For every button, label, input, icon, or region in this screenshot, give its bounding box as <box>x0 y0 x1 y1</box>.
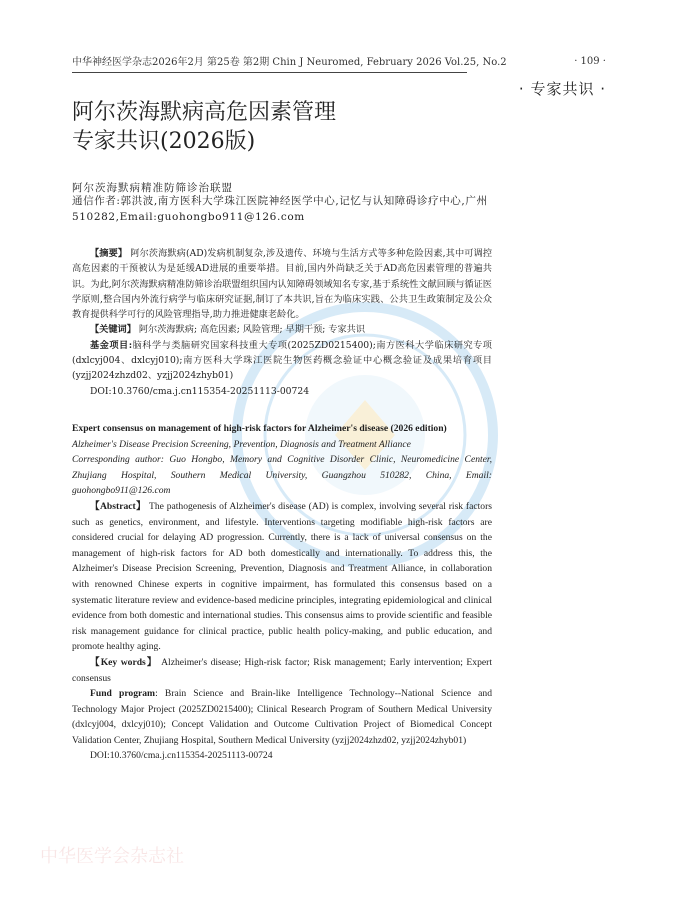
english-abstract <box>72 499 492 655</box>
english-title: Expert consensus on management of high-risk factors for Alzheimer's disease (2026 edition) <box>72 423 447 434</box>
english-keywords-label: 【Key words】 <box>90 656 158 668</box>
chinese-authors: 阿尔茨海默病精准防筛诊治联盟 <box>72 182 233 194</box>
english-abstract-label: 【Abstract】 <box>90 500 147 512</box>
chinese-fund <box>72 338 492 384</box>
english-keywords-text: Alzheimer's disease; High-risk factor; Risk management; Early intervention; Expert consensus <box>72 656 492 684</box>
english-fund-label: Fund program <box>90 688 156 700</box>
section-tag: · 专家共识 · <box>518 80 606 98</box>
chinese-abstract-label: 【摘要】 <box>90 248 128 259</box>
running-head: 中华神经医学杂志2026年2月 第25卷 第2期 Chin J Neuromed, February 2026 Vol.25, No.2 <box>72 57 507 68</box>
english-abstract-block <box>72 421 492 764</box>
chinese-keywords-text: 阿尔茨海默病; 高危因素; 风险管理; 早期干预; 专家共识 <box>138 324 366 336</box>
chinese-abstract-block <box>72 246 492 399</box>
chinese-keywords <box>72 322 492 337</box>
header-rule <box>72 72 467 73</box>
chinese-fund-label: 基金项目: <box>90 339 133 351</box>
english-authors: Alzheimer's Disease Precision Screening, Prevention, Diagnosis and Treatment Alliance <box>72 438 411 450</box>
english-doi: DOI:10.3760/cma.j.cn115354-20251113-00724 <box>90 750 273 762</box>
publisher-logo: 中华医学会杂志社 <box>40 846 184 867</box>
chinese-keywords-label: 【关键词】 <box>90 324 136 336</box>
chinese-abstract <box>72 246 492 322</box>
chinese-correspondence: 通信作者:郭洪波,南方医科大学珠江医院神经医学中心,记忆与认知障碍诊疗中心,广州 510282,Email:guohongbo911@126.com <box>72 195 488 223</box>
chinese-doi: DOI:10.3760/cma.j.cn115354-20251113-00724 <box>90 385 310 397</box>
english-abstract-text: The pathogenesis of Alzheimer's disease (AD) is complex, involving several risk factors such as genetics, environment, and lifestyle. Interventions targeting modifiable high-risk factors are considered crucial for delaying AD progression. Currently, there is a lack of universal consensus on the management of high-risk factors for AD both domestically and internationally. To address this, the Alzheimer's Disease Precision Screening, Prevention, Diagnosis and Treatment Alliance, in collaboration with renowned Chinese experts in cognitive impairment, has formulated this consensus based on a systematic literature review and evidence-based medicine principles, integrating epidemiological and clinical evidence from both domestic and international studies. This consensus aims to provide scientific and feasible risk management guidance for clinical practice, public health policy-making, and public education, and promote healthy aging. <box>72 500 493 653</box>
english-keywords <box>72 655 492 686</box>
article-title-line2: 专家共识(2026版) <box>72 129 256 154</box>
chinese-fund-text: 脑科学与类脑研究国家科技重大专项(2025ZD0215400);南方医科大学临床研究专项(dxlcyj004、dxlcyj010);南方医科大学珠江医院生物医药概念验证中心概念验证及成果培育项目(yzjj2024zhzd02、yzjj2024zhyb01) <box>72 339 492 382</box>
chinese-abstract-text: 阿尔茨海默病(AD)发病机制复杂,涉及遗传、环境与生活方式等多种危险因素,其中可调控高危因素的干预被认为是延缓AD进展的重要举措。目前,国内外尚缺乏关于AD高危因素管理的普遍共识。为此,阿尔茨海默病精准防筛诊治联盟组织国内认知障碍领域知名专家,基于系统性文献回顾与循证医学原则,整合国内外流行病学与临床研究证据,制订了本共识,旨在为临床实践、公共卫生政策制定及公众教育提供科学可行的风险管理指导,助力推进健康老龄化。 <box>72 248 493 321</box>
english-fund <box>72 686 492 748</box>
article-title-line1: 阿尔茨海默病高危因素管理 <box>72 100 337 125</box>
page-number: · 109 · <box>574 56 606 67</box>
english-fund-text: : Brain Science and Brain-like Intelligence Technology--National Science and Technology Major Project (2025ZD0215400); Clinical Research Program of Southern Medical University (dxlcyj004, dxlcyj010); Concept Validation and Outcome Cultivation Project of Biomedical Concept Validation Center, Zhujiang Hospital, Southern Medical University (yzjj2024zhzd02, yzjj2024zhyb01) <box>72 688 492 746</box>
english-correspondence: Corresponding author: Guo Hongbo, Memory and Cognitive Disorder Clinic, Neuromedicine Center, Zhujiang Hospital, Southern Medical University, Guangzhou 510282, China, Email: guohongbo911@126.com <box>72 454 492 497</box>
article-title <box>72 98 336 156</box>
